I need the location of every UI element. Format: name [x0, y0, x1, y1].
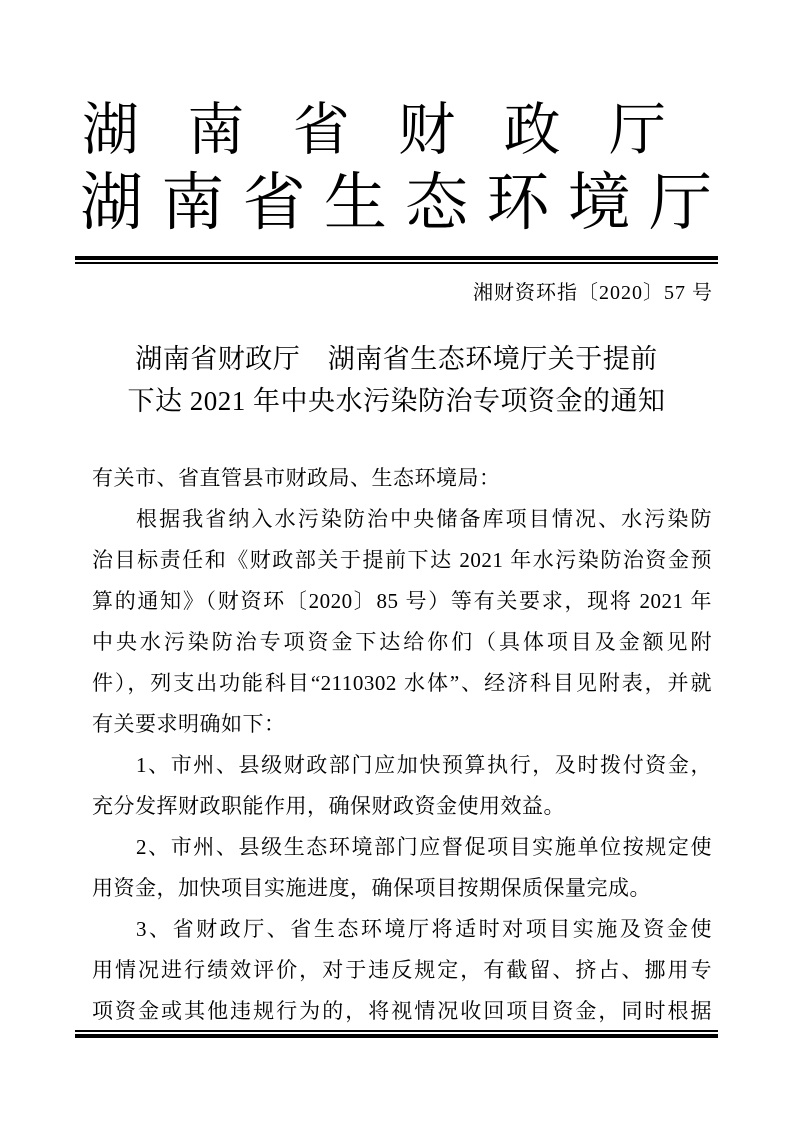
divider-thick-line — [75, 1034, 718, 1038]
body-line: 3、省财政厅、省生态环境厅将适时对项目实施及资金使 — [136, 917, 712, 941]
notice-title-line2: 下达 2021 年中央水污染防治专项资金的通知 — [127, 386, 666, 416]
agency-name-char: 政 — [503, 99, 561, 162]
body-line: 件），列支出功能科目“2110302 水体”、经济科目见附表，并就 — [92, 671, 712, 695]
letterhead-divider-rule — [75, 256, 718, 264]
body-line: 根据我省纳入水污染防治中央储备库项目情况、水污染防 — [136, 507, 712, 531]
body-line: 有关市、省直管县市财政局、生态环境局： — [92, 466, 501, 490]
agency-name-char: 环 — [486, 168, 550, 238]
agency-name-char: 南 — [187, 99, 245, 162]
agency-name-char: 生 — [323, 168, 387, 238]
agency-name-char: 南 — [161, 168, 225, 238]
body-line: 中央水污染防治专项资金下达给你们（具体项目及金额见附 — [92, 630, 712, 654]
divider-thin-line — [75, 262, 718, 264]
agency-name-char: 厅 — [608, 99, 666, 162]
notice-title-line1: 湖南省财政厅 湖南省生态环境厅关于提前 — [135, 344, 658, 374]
body-line: 治目标责任和《财政部关于提前下达 2021 年水污染防治资金预 — [92, 548, 712, 572]
agency-name-char: 省 — [242, 168, 306, 238]
agency-name-char: 省 — [292, 99, 350, 162]
body-line: 用情况进行绩效评价，对于违反规定，有截留、挤占、挪用专 — [92, 958, 712, 982]
body-line: 项资金或其他违规行为的，将视情况收回项目资金，同时根据 — [92, 999, 712, 1023]
body-line: 1、市州、县级财政部门应加快预算执行，及时拨付资金， — [136, 753, 712, 777]
footer-divider-rule — [75, 1030, 718, 1038]
agency-name-ecology-dept — [80, 168, 712, 238]
agency-name-char: 厅 — [648, 168, 712, 238]
agency-name-char: 财 — [398, 99, 456, 162]
agency-name-char: 湖 — [82, 99, 139, 162]
agency-name-char: 湖 — [80, 168, 143, 238]
body-line: 有关要求明确如下： — [92, 712, 286, 736]
notice-title — [75, 338, 718, 422]
agency-name-char: 态 — [405, 168, 469, 238]
body-line: 充分发挥财政职能作用，确保财政资金使用效益。 — [92, 794, 565, 818]
body-line: 用资金，加快项目实施进度，确保项目按期保质保量完成。 — [92, 876, 651, 900]
body-text — [92, 458, 712, 1032]
document-number: 湘财资环指〔2020〕57 号 — [473, 282, 713, 304]
body-line: 算的通知》（财资环〔2020〕85 号）等有关要求，现将 2021 年 — [92, 589, 712, 613]
body-line: 2、市州、县级生态环境部门应督促项目实施单位按规定使 — [136, 835, 712, 859]
agency-name-finance-dept — [82, 99, 666, 162]
agency-name-char: 境 — [567, 168, 631, 238]
